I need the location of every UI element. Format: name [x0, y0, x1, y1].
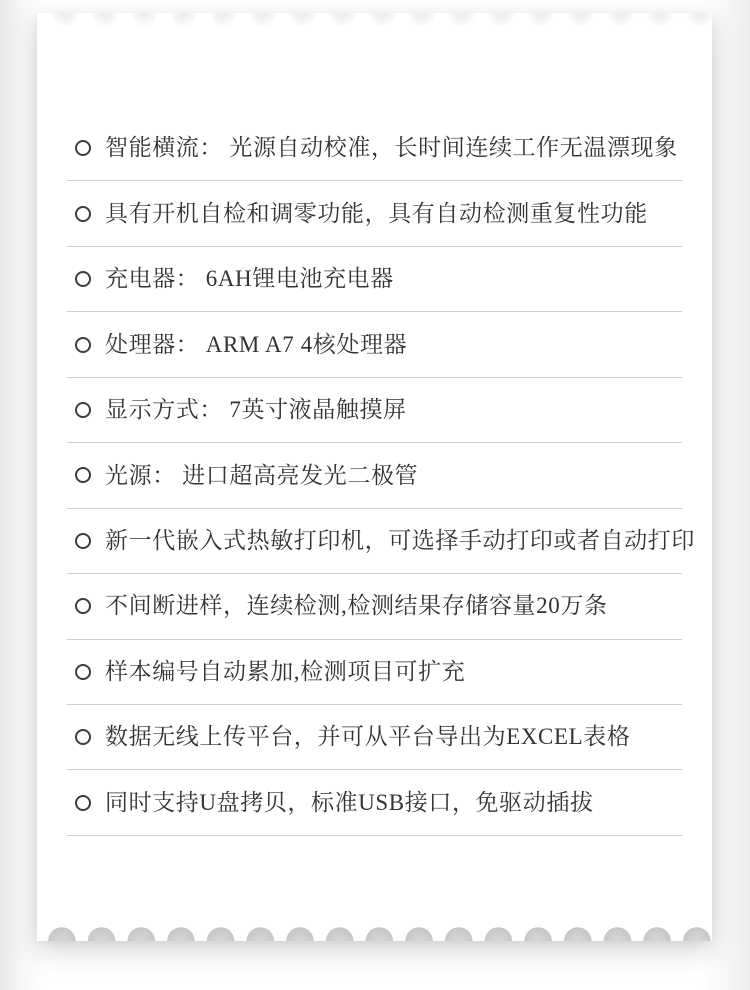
- feature-list: [67, 116, 695, 836]
- feature-row: [67, 640, 682, 705]
- bullet-circle-icon: [75, 729, 91, 745]
- feature-row: [67, 247, 682, 312]
- feature-row: [67, 116, 682, 181]
- bullet-circle-icon: [75, 140, 91, 156]
- feature-row: [67, 770, 682, 835]
- bullet-circle-icon: [75, 206, 91, 222]
- feature-text: 具有开机自检和调零功能，具有自动检测重复性功能: [105, 200, 648, 226]
- feature-text: 同时支持U盘拷贝，标准USB接口，免驱动插拔: [105, 789, 594, 815]
- bullet-circle-icon: [75, 533, 91, 549]
- feature-card: [37, 13, 712, 941]
- feature-text: 不间断进样，连续检测,检测结果存储容量20万条: [105, 593, 608, 619]
- bullet-circle-icon: [75, 337, 91, 353]
- bullet-circle-icon: [75, 795, 91, 811]
- feature-text: 新一代嵌入式热敏打印机，可选择手动打印或者自动打印: [105, 528, 695, 554]
- bullet-circle-icon: [75, 402, 91, 418]
- feature-row: [67, 181, 682, 246]
- bullet-circle-icon: [75, 598, 91, 614]
- feature-text: 光源： 进口超高亮发光二极管: [105, 462, 419, 488]
- feature-text: 显示方式： 7英寸液晶触摸屏: [105, 397, 407, 423]
- perforated-edge-bottom: [37, 924, 712, 941]
- feature-row: [67, 378, 682, 443]
- feature-row: [67, 443, 682, 508]
- feature-text: 智能横流： 光源自动校准，长时间连续工作无温漂现象: [105, 135, 678, 161]
- feature-row: [67, 312, 682, 377]
- bullet-circle-icon: [75, 467, 91, 483]
- feature-row: [67, 509, 695, 574]
- bullet-circle-icon: [75, 664, 91, 680]
- feature-text: 处理器： ARM A7 4核处理器: [105, 331, 408, 357]
- perforated-edge-top: [37, 13, 712, 29]
- feature-text: 充电器： 6AH锂电池充电器: [105, 266, 394, 292]
- feature-row: [67, 705, 682, 770]
- feature-text: 样本编号自动累加,检测项目可扩充: [105, 658, 466, 684]
- feature-row: [67, 574, 682, 639]
- bullet-circle-icon: [75, 271, 91, 287]
- feature-text: 数据无线上传平台，并可从平台导出为EXCEL表格: [105, 724, 631, 750]
